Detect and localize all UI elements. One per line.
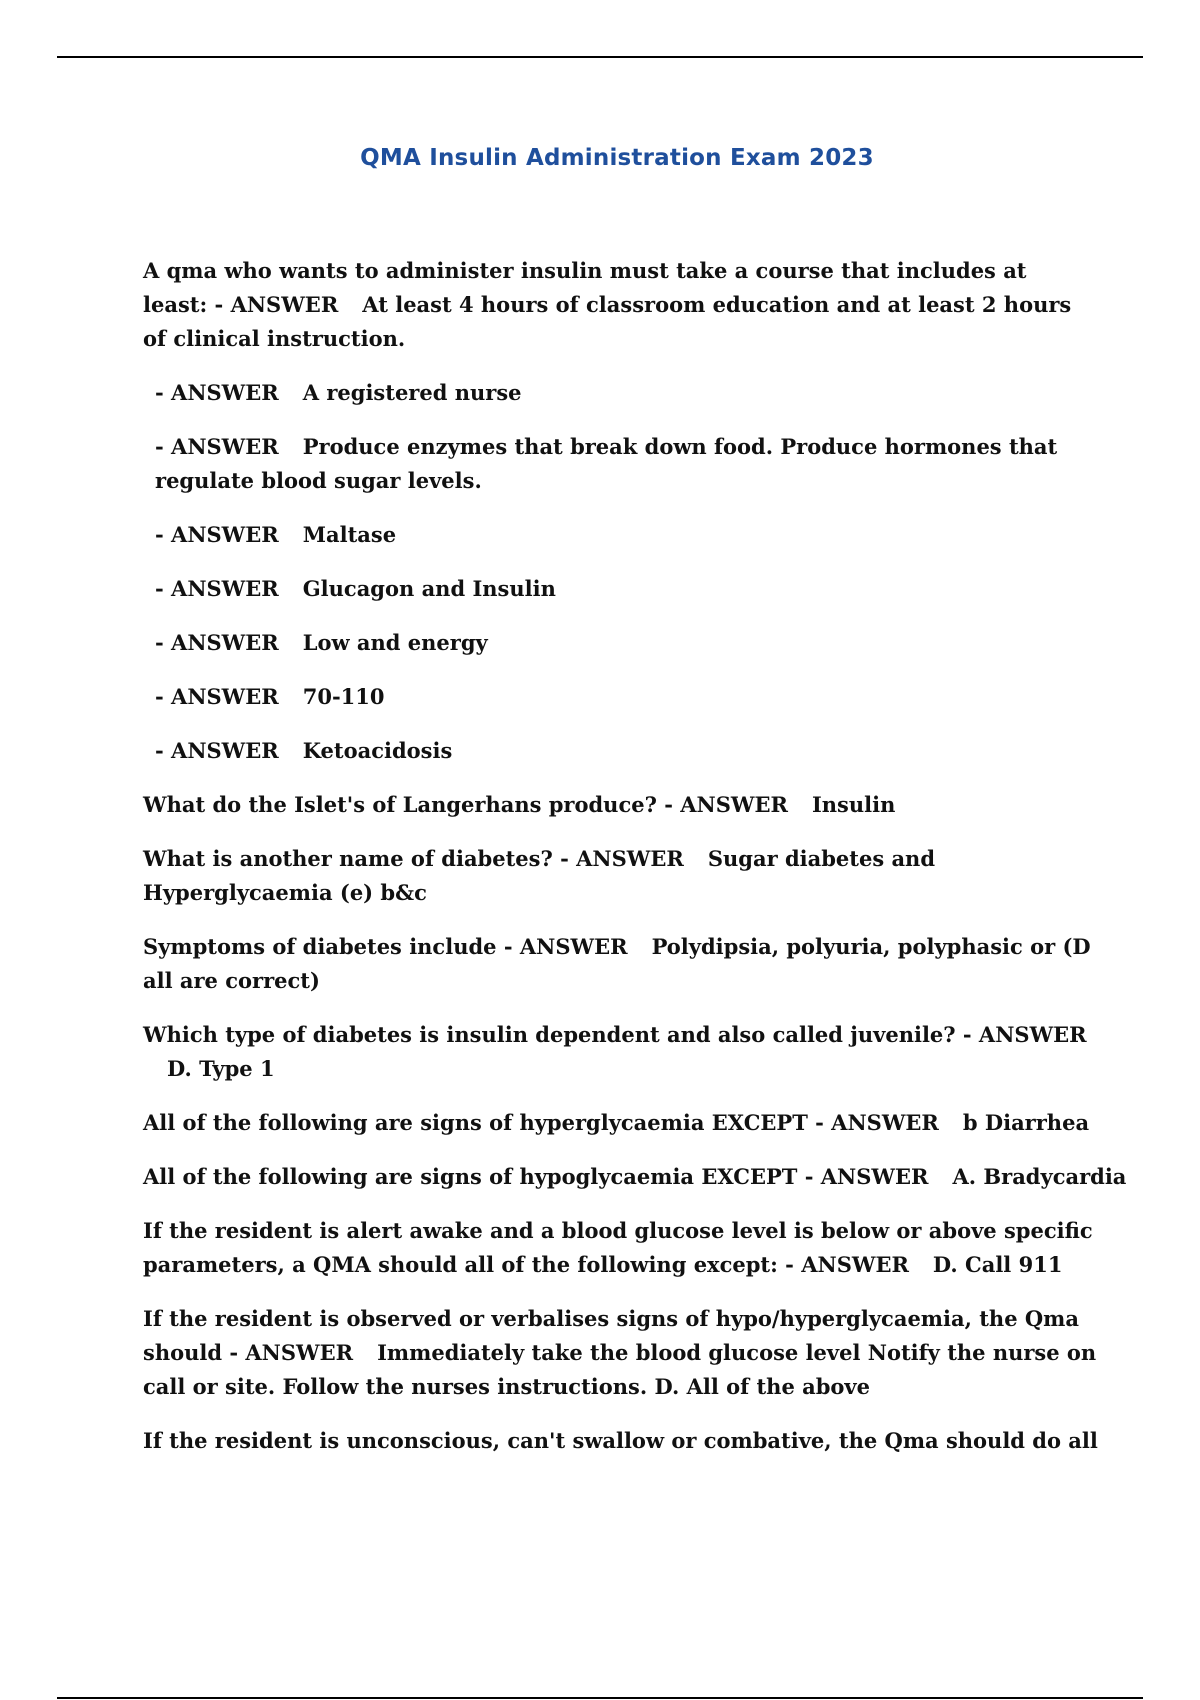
qa-list <box>143 254 1127 1478</box>
qa-item <box>143 734 1098 768</box>
answer-label: - ANSWER <box>155 576 279 601</box>
answer-text: Low and energy <box>302 630 488 655</box>
bottom-rule <box>57 1697 1143 1699</box>
answer-label: - ANSWER <box>797 1164 929 1189</box>
qa-item <box>143 1106 1098 1140</box>
answer-text: A. Bradycardia <box>952 1164 1127 1189</box>
answer-label: - ANSWER <box>155 684 279 709</box>
answer-text: Insulin <box>811 792 896 817</box>
qa-item <box>143 930 1098 998</box>
answer-text: D. Type 1 <box>167 1056 275 1081</box>
question-text: If the resident is alert awake and a blood glucose level is below or above specific parameters, a QMA should all of the following except: <box>143 1218 1093 1277</box>
question-text: Symptoms of diabetes include <box>143 934 497 959</box>
answer-label: - ANSWER <box>207 292 339 317</box>
answer-label: - ANSWER <box>222 1340 354 1365</box>
page-title: QMA Insulin Administration Exam 2023 <box>360 145 874 171</box>
answer-label: - ANSWER <box>807 1110 939 1135</box>
qa-item <box>143 1214 1098 1282</box>
question-text: If the resident is observed or verbalises signs of hypo/hyperglycaemia, the Qma should <box>143 1306 1079 1365</box>
answer-label: - ANSWER <box>552 846 684 871</box>
answer-text: Ketoacidosis <box>302 738 453 763</box>
top-rule <box>57 56 1143 58</box>
answer-text: Polydipsia, polyuria, polyphasic or (D all are correct) <box>143 934 1091 993</box>
question-text: All of the following are signs of hypoglycaemia EXCEPT <box>143 1164 798 1189</box>
answer-label: - ANSWER <box>155 738 279 763</box>
answer-text: D. Call 911 <box>932 1252 1063 1277</box>
answer-text: Glucagon and Insulin <box>302 576 556 601</box>
answer-text: At least 4 hours of classroom education and at least 2 hours of clinical instruction. <box>143 292 1072 351</box>
answer-text: Produce enzymes that break down food. Produce hormones that regulate blood sugar levels. <box>155 434 1058 493</box>
qa-item <box>143 1018 1098 1086</box>
question-text: Which type of diabetes is insulin dependent and also called juvenile? <box>143 1022 956 1047</box>
answer-label: - ANSWER <box>155 380 279 405</box>
answer-text: Maltase <box>302 522 397 547</box>
answer-label: - ANSWER <box>777 1252 909 1277</box>
qa-item <box>143 1160 1153 1194</box>
answer-label: - ANSWER <box>155 630 279 655</box>
question-text: If the resident is unconscious, can't swallow or combative, the Qma should do all <box>143 1428 1098 1453</box>
qa-item <box>143 1424 1098 1458</box>
question-text: All of the following are signs of hyperglycaemia EXCEPT <box>143 1110 808 1135</box>
qa-item <box>143 518 1098 552</box>
answer-label: - ANSWER <box>656 792 788 817</box>
qa-item <box>143 680 1098 714</box>
answer-text: Sugar diabetes and Hyperglycaemia (e) b&c <box>143 846 936 905</box>
answer-text: Immediately take the blood glucose level Notify the nurse on call or site. Follow the nurses instructions. D. All of the above <box>143 1340 1097 1399</box>
answer-text: b Diarrhea <box>962 1110 1090 1135</box>
question-text: What is another name of diabetes? <box>143 846 553 871</box>
qa-item <box>143 842 1098 910</box>
question-text: A qma who wants to administer insulin must take a course that includes at least: <box>143 258 1027 317</box>
answer-label: - ANSWER <box>496 934 628 959</box>
answer-label: - ANSWER <box>155 434 279 459</box>
answer-text: 70-110 <box>302 684 385 709</box>
qa-item <box>143 572 1098 606</box>
question-text: What do the Islet's of Langerhans produce? <box>143 792 657 817</box>
qa-item <box>143 430 1098 498</box>
answer-label: - ANSWER <box>955 1022 1087 1047</box>
qa-item <box>143 626 1098 660</box>
answer-text: A registered nurse <box>302 380 522 405</box>
qa-item <box>143 788 1098 822</box>
answer-label: - ANSWER <box>155 522 279 547</box>
qa-item <box>143 1302 1098 1404</box>
qa-item <box>143 254 1098 356</box>
qa-item <box>143 376 1098 410</box>
